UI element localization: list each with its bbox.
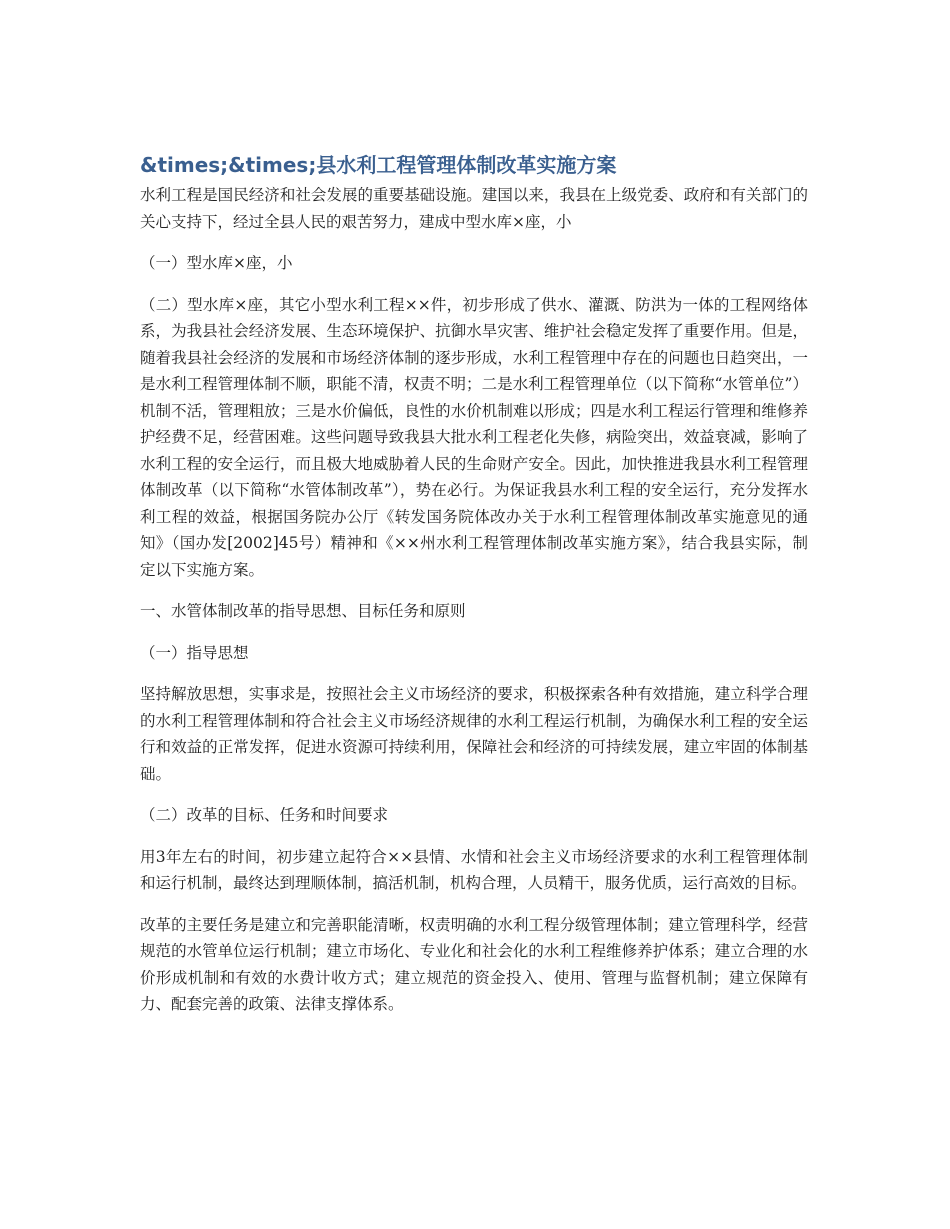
section-heading-1: 一、水管体制改革的指导思想、目标任务和原则 (140, 602, 466, 620)
paragraph-main-tasks: 改革的主要任务是建立和完善职能清晰，权责明确的水利工程分级管理体制；建立管理科学，经营规范的水管单位运行机制；建立市场化、专业化和社会化的水利工程维修养护体系；建立合理的水价形成机制和有效的水费计收方式；建立规范的资金投入、使用、管理与监督机制；建立保障有力、配套完善的政策、法律支撑体系。 (140, 915, 808, 1013)
paragraph-intro: 水利工程是国民经济和社会发展的重要基础设施。建国以来，我县在上级党委、政府和有关部门的关心支持下，经过全县人民的艰苦努力，建成中型水库×座，小 (140, 186, 808, 231)
paragraph-item-1: （一）型水库×座，小 (140, 254, 293, 272)
document-page (140, 150, 808, 1033)
paragraph-item-2: （二）型水库×座，其它小型水利工程××件，初步形成了供水、灌溉、防洪为一体的工程网络体系，为我县社会经济发展、生态环境保护、抗御水旱灾害、维护社会稳定发挥了重要作用。但是，随着我县社会经济的发展和市场经济体制的逐步形成，水利工程管理中存在的问题也日趋突出，一是水利工程管理体制不顺，职能不清，权责不明；二是水利工程管理单位（以下简称“水管单位”）机制不活，管理粗放；三是水价偏低，良性的水价机制难以形成；四是水利工程运行管理和维修养护经费不足，经营困难。这些问题导致我县大批水利工程老化失修，病险突出，效益衰减，影响了水利工程的安全运行，而且极大地威胁着人民的生命财产安全。因此，加快推进我县水利工程管理体制改革（以下简称“水管体制改革”），势在必行。为保证我县水利工程的安全运行，充分发挥水利工程的效益，根据国务院办公厅《转发国务院体改办关于水利工程管理体制改革实施意见的通知》（国办发[2002]45号）精神和《××州水利工程管理体制改革实施方案》，结合我县实际，制定以下实施方案。 (140, 295, 808, 579)
paragraph-guiding-thought: 坚持解放思想，实事求是，按照社会主义市场经济的要求，积极探索各种有效措施，建立科学合理的水利工程管理体制和符合社会主义市场经济规律的水利工程运行机制，为确保水利工程的安全运行和效益的正常发挥，促进水资源可持续利用，保障社会和经济的可持续发展，建立牢固的体制基础。 (140, 685, 808, 783)
subsection-heading-guiding-thought: （一）指导思想 (140, 643, 249, 662)
document-title: &times;&times;县水利工程管理体制改革实施方案 (140, 153, 617, 177)
subsection-heading-goals: （二）改革的目标、任务和时间要求 (140, 806, 389, 824)
paragraph-goals: 用3年左右的时间，初步建立起符合××县情、水情和社会主义市场经济要求的水利工程管理体制和运行机制，最终达到理顺体制，搞活机制，机构合理，人员精干，服务优质，运行高效的目标。 (140, 847, 808, 892)
